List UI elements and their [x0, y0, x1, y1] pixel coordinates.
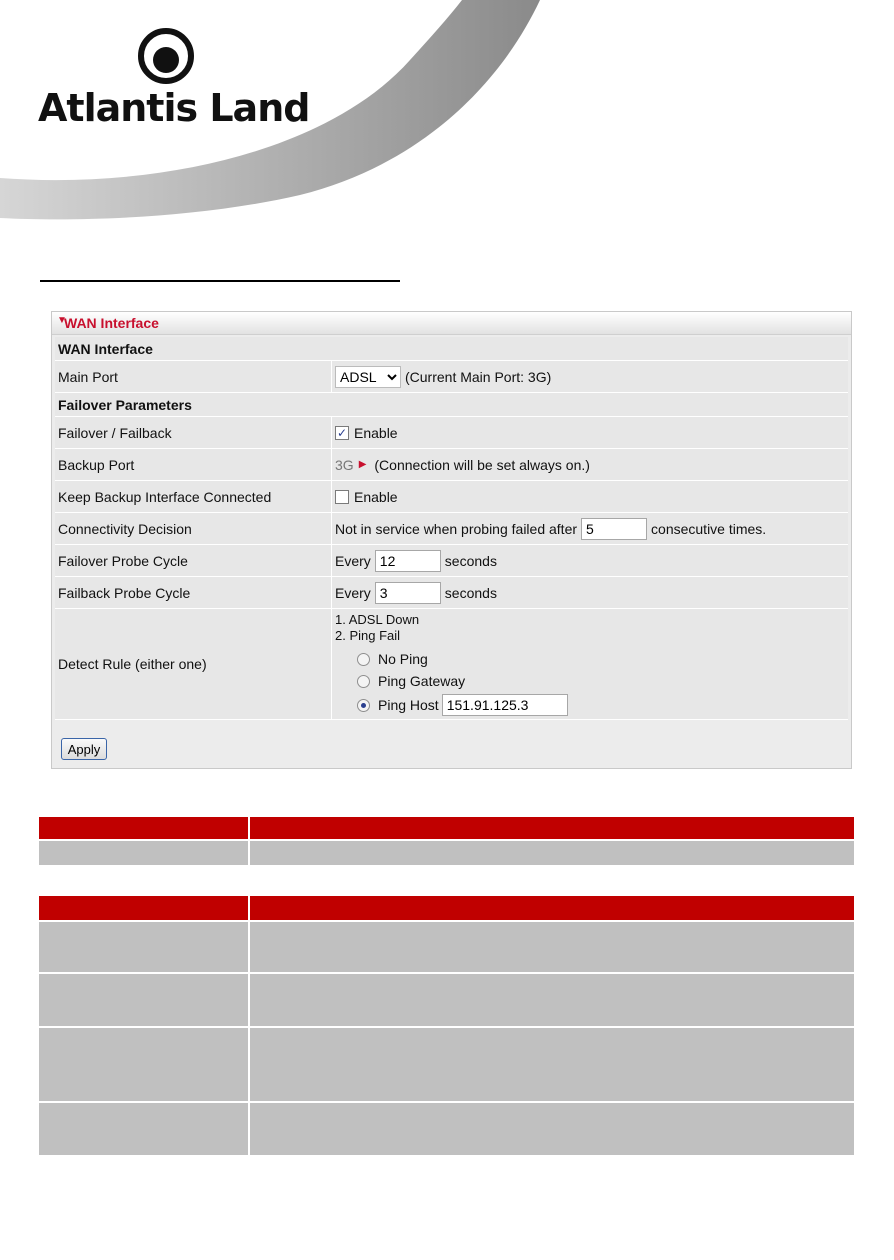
failover-cycle-input[interactable] [375, 550, 441, 572]
table2-cell-2 [250, 1028, 854, 1101]
failback-cycle-input[interactable] [375, 582, 441, 604]
row-backup-port [55, 449, 848, 481]
connectivity-prefix: Not in service when probing failed after [335, 520, 578, 537]
atlantis-logo-icon [137, 27, 195, 85]
failover-enable-label: Enable [354, 424, 398, 441]
table1-cell-2 [250, 841, 854, 865]
collapse-triangle-icon[interactable]: ▼ [57, 315, 67, 326]
table2-row [39, 1028, 854, 1101]
no-ping-radio[interactable] [357, 653, 370, 666]
table2-cell-2 [250, 1103, 854, 1155]
connectivity-suffix: consecutive times. [651, 520, 767, 537]
row-connectivity-decision [55, 513, 848, 545]
row-failback-probe-cycle [55, 577, 848, 609]
table2-row [39, 922, 854, 972]
keep-backup-label: Keep Backup Interface Connected [58, 488, 272, 505]
table1-header-cell-2 [250, 817, 854, 839]
failover-label: Failover / Failback [58, 424, 172, 441]
table2-cell-1 [39, 974, 248, 1026]
row-failover-failback [55, 417, 848, 449]
main-port-label: Main Port [58, 368, 118, 385]
connectivity-failures-input[interactable] [581, 518, 647, 540]
backup-port-label: Backup Port [58, 456, 135, 473]
option-row-no-ping [357, 648, 572, 670]
keep-backup-enable-checkbox[interactable] [335, 490, 349, 504]
table2-header-row [39, 896, 854, 920]
section-title-underline [40, 280, 400, 282]
table2-cell-2 [250, 974, 854, 1026]
keep-backup-enable-label: Enable [354, 488, 398, 505]
backup-port-value: 3G [335, 456, 354, 473]
failover-cycle-label: Failover Probe Cycle [58, 552, 188, 569]
row-main-port [55, 361, 848, 393]
ping-host-input[interactable] [442, 694, 568, 716]
section-wan-interface [55, 337, 848, 361]
row-keep-backup [55, 481, 848, 513]
detect-rule-label: Detect Rule (either one) [58, 656, 207, 672]
table1-header-row [39, 817, 854, 839]
table1-row [39, 841, 854, 865]
table2-row [39, 1103, 854, 1155]
brand-logo-text: Atlantis Land [38, 86, 310, 130]
failback-cycle-suffix: seconds [444, 584, 497, 601]
backup-port-note: (Connection will be set always on.) [374, 456, 590, 473]
panel-header[interactable] [52, 312, 851, 335]
section-label: Failover Parameters [58, 396, 192, 413]
failover-cycle-suffix: seconds [444, 552, 497, 569]
table2-cell-1 [39, 1028, 248, 1101]
failover-cycle-prefix: Every [335, 552, 371, 569]
detect-rule-options [335, 612, 572, 718]
table2-cell-2 [250, 922, 854, 972]
failback-cycle-label: Failback Probe Cycle [58, 584, 191, 601]
section-failover-parameters [55, 393, 848, 417]
no-ping-label: No Ping [378, 651, 428, 667]
table2-header-cell-2 [250, 896, 854, 920]
ping-gateway-label: Ping Gateway [378, 673, 466, 689]
section-label: WAN Interface [58, 340, 153, 357]
apply-button[interactable]: Apply [61, 738, 107, 760]
ping-host-label: Ping Host [378, 697, 439, 713]
ping-host-radio[interactable] [357, 699, 370, 712]
expand-arrow-icon[interactable]: ▶ [358, 459, 367, 470]
option-row-ping-gateway [357, 670, 572, 692]
main-port-select[interactable] [335, 366, 401, 388]
panel-title: WAN Interface [64, 315, 159, 331]
connectivity-label: Connectivity Decision [58, 520, 192, 537]
table1-header-cell-1 [39, 817, 248, 839]
current-main-port-text: (Current Main Port: 3G) [405, 368, 552, 385]
option-row-ping-host [357, 692, 572, 718]
table2-row [39, 974, 854, 1026]
table2-cell-1 [39, 1103, 248, 1155]
table2-cell-1 [39, 922, 248, 972]
detect-rule-2: 2. Ping Fail [335, 628, 401, 643]
row-failover-probe-cycle [55, 545, 848, 577]
table1-cell-1 [39, 841, 248, 865]
detect-rule-1: 1. ADSL Down [335, 612, 420, 627]
ping-gateway-radio[interactable] [357, 675, 370, 688]
failover-enable-checkbox[interactable]: ✓ [336, 425, 348, 440]
table2-header-cell-1 [39, 896, 248, 920]
failback-cycle-prefix: Every [335, 584, 371, 601]
wan-interface-panel [51, 311, 852, 769]
row-detect-rule [55, 609, 848, 720]
